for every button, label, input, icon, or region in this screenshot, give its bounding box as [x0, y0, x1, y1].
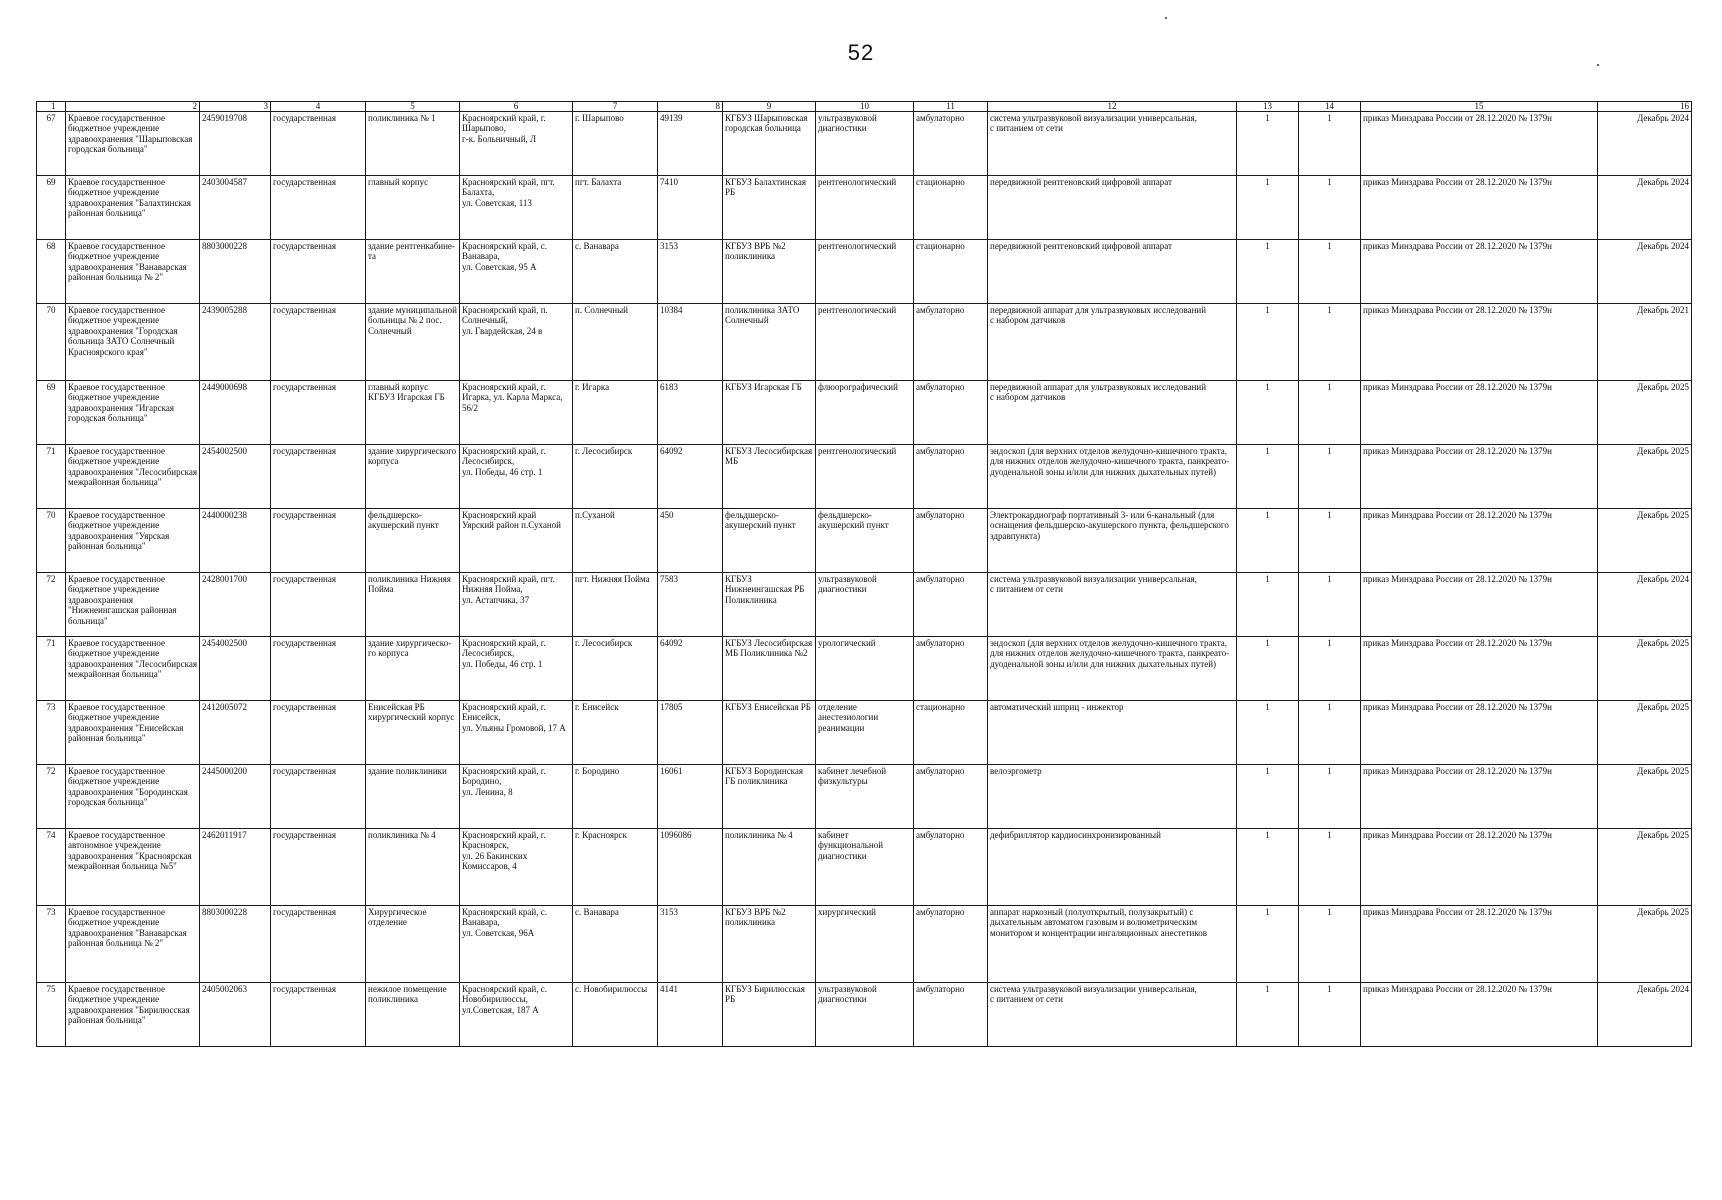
facility-name-cell: КГБУЗ Шарыповская городская больница	[723, 112, 816, 176]
table-row	[37, 829, 1692, 906]
legal-basis-cell: приказ Минздрава России от 28.12.2020 № 1379н	[1361, 240, 1598, 304]
address-cell: Красноярский край, с. Ванавара, ул. Советская, 96А	[460, 906, 573, 983]
inn-code-cell: 2454002500	[200, 445, 271, 509]
address-cell: Красноярский край, г. Бородино, ул. Ленина, 8	[460, 765, 573, 829]
facility-name-cell: КГБУЗ Балахтинская РБ	[723, 176, 816, 240]
equipment-name-cell: дефибриллятор кардиосинхронизированный	[988, 829, 1237, 906]
building-name-cell: Енисейская РБ хирургический корпус	[366, 701, 460, 765]
legal-basis-cell: приказ Минздрава России от 28.12.2020 № 1379н	[1361, 829, 1598, 906]
care-mode-cell: амбулаторно	[914, 381, 988, 445]
quantity-planned-cell: 1	[1237, 445, 1299, 509]
ownership-form-cell: государственная	[271, 240, 366, 304]
care-mode-cell: амбулаторно	[914, 983, 988, 1047]
delivery-date-cell: Декабрь 2024	[1598, 112, 1692, 176]
table-row	[37, 983, 1692, 1047]
address-cell: Красноярский край, г. Лесосибирск, ул. Победы, 46 стр. 1	[460, 445, 573, 509]
department-cell: ультразвуковой диагностики	[816, 112, 914, 176]
ownership-form-cell: государственная	[271, 701, 366, 765]
quantity-delivered-cell: 1	[1299, 240, 1361, 304]
row-number-cell: 68	[37, 240, 66, 304]
delivery-date-cell: Декабрь 2021	[1598, 304, 1692, 381]
care-mode-cell: амбулаторно	[914, 765, 988, 829]
organization-name-cell: Краевое государственное бюджетное учреждение здравоохранения "Лесосибирская межрайонная больница"	[66, 637, 200, 701]
care-mode-cell: амбулаторно	[914, 906, 988, 983]
quantity-planned-cell: 1	[1237, 765, 1299, 829]
address-cell: Красноярский край, пгт. Нижняя Пойма, ул. Астапчика, 37	[460, 573, 573, 637]
address-cell: Красноярский край Уярский район п.Суханой	[460, 509, 573, 573]
equipment-name-cell: автоматический шприц - инжектор	[988, 701, 1237, 765]
building-name-cell: Хирургическое отделение	[366, 906, 460, 983]
column-number: 14	[1299, 102, 1361, 112]
legal-basis-cell: приказ Минздрава России от 28.12.2020 № 1379н	[1361, 112, 1598, 176]
inn-code-cell: 2405002063	[200, 983, 271, 1047]
settlement-cell: г. Лесосибирск	[573, 637, 658, 701]
facility-name-cell: КГБУЗ Бирилюсская РБ	[723, 983, 816, 1047]
building-name-cell: поликлиника № 1	[366, 112, 460, 176]
department-cell: ультразвуковой диагностики	[816, 573, 914, 637]
delivery-date-cell: Декабрь 2024	[1598, 573, 1692, 637]
scan-speck	[1597, 64, 1599, 66]
row-number-cell: 71	[37, 445, 66, 509]
building-name-cell: поликлиника № 4	[366, 829, 460, 906]
department-cell: урологический	[816, 637, 914, 701]
ownership-form-cell: государственная	[271, 983, 366, 1047]
building-name-cell: главный корпус	[366, 176, 460, 240]
row-number-cell: 70	[37, 509, 66, 573]
organization-name-cell: Краевое государственное бюджетное учреждение здравоохранения "Бирилюсская районная больница"	[66, 983, 200, 1047]
quantity-planned-cell: 1	[1237, 381, 1299, 445]
care-mode-cell: стационарно	[914, 240, 988, 304]
care-mode-cell: стационарно	[914, 701, 988, 765]
population-cell: 64092	[658, 637, 723, 701]
inn-code-cell: 8803000228	[200, 906, 271, 983]
building-name-cell: поликлиника Нижняя Пойма	[366, 573, 460, 637]
legal-basis-cell: приказ Минздрава России от 28.12.2020 № 1379н	[1361, 381, 1598, 445]
column-number: 7	[573, 102, 658, 112]
organization-name-cell: Краевое государственное бюджетное учреждение здравоохранения "Уярская районная больница"	[66, 509, 200, 573]
inn-code-cell: 2449000698	[200, 381, 271, 445]
row-number-cell: 70	[37, 304, 66, 381]
settlement-cell: с. Ванавара	[573, 906, 658, 983]
quantity-planned-cell: 1	[1237, 304, 1299, 381]
delivery-date-cell: Декабрь 2025	[1598, 637, 1692, 701]
department-cell: фельдшерско-акушерский пункт	[816, 509, 914, 573]
legal-basis-cell: приказ Минздрава России от 28.12.2020 № 1379н	[1361, 637, 1598, 701]
inn-code-cell: 2462011917	[200, 829, 271, 906]
table-row	[37, 240, 1692, 304]
population-cell: 450	[658, 509, 723, 573]
settlement-cell: с. Новобирилюссы	[573, 983, 658, 1047]
building-name-cell: нежилое помещение поликлиника	[366, 983, 460, 1047]
building-name-cell: здание муниципальной больницы № 2 пос. Солнечный	[366, 304, 460, 381]
care-mode-cell: стационарно	[914, 176, 988, 240]
column-number: 12	[988, 102, 1237, 112]
equipment-name-cell: передвижной аппарат для ультразвуковых исследований с набором датчиков	[988, 381, 1237, 445]
population-cell: 7583	[658, 573, 723, 637]
column-number: 10	[816, 102, 914, 112]
care-mode-cell: амбулаторно	[914, 509, 988, 573]
column-number: 4	[271, 102, 366, 112]
legal-basis-cell: приказ Минздрава России от 28.12.2020 № 1379н	[1361, 509, 1598, 573]
equipment-name-cell: система ультразвуковой визуализации универсальная, с питанием от сети	[988, 983, 1237, 1047]
ownership-form-cell: государственная	[271, 381, 366, 445]
column-number: 8	[658, 102, 723, 112]
facility-name-cell: КГБУЗ Бородинская ГБ поликлиника	[723, 765, 816, 829]
organization-name-cell: Краевое государственное бюджетное учреждение здравоохранения "Городская больница ЗАТО Солнечный Красноярского края"	[66, 304, 200, 381]
inn-code-cell: 2459019708	[200, 112, 271, 176]
ownership-form-cell: государственная	[271, 637, 366, 701]
delivery-date-cell: Декабрь 2025	[1598, 829, 1692, 906]
care-mode-cell: амбулаторно	[914, 112, 988, 176]
quantity-delivered-cell: 1	[1299, 176, 1361, 240]
inn-code-cell: 2428001700	[200, 573, 271, 637]
column-number: 13	[1237, 102, 1299, 112]
quantity-planned-cell: 1	[1237, 983, 1299, 1047]
table-row	[37, 573, 1692, 637]
building-name-cell: фельдшерско-акушерский пункт	[366, 509, 460, 573]
row-number-cell: 71	[37, 637, 66, 701]
equipment-name-cell: эндоскоп (для верхних отделов желудочно-кишечного тракта, для нижних отделов желудочно-кишечного тракта, панкреато-дуоденальной зоны и/или для нижних дыхательных путей)	[988, 637, 1237, 701]
organization-name-cell: Краевое государственное бюджетное учреждение здравоохранения "Лесосибирская межрайонная больница"	[66, 445, 200, 509]
row-number-cell: 69	[37, 381, 66, 445]
equipment-name-cell: система ультразвуковой визуализации универсальная, с питанием от сети	[988, 112, 1237, 176]
quantity-delivered-cell: 1	[1299, 829, 1361, 906]
ownership-form-cell: государственная	[271, 765, 366, 829]
table-row	[37, 445, 1692, 509]
organization-name-cell: Краевое государственное бюджетное учреждение здравоохранения "Нижнеингашская районная больница"	[66, 573, 200, 637]
population-cell: 7410	[658, 176, 723, 240]
organization-name-cell: Краевое государственное бюджетное учреждение здравоохранения "Ванаварская районная больница № 2"	[66, 906, 200, 983]
population-cell: 3153	[658, 906, 723, 983]
delivery-date-cell: Декабрь 2025	[1598, 381, 1692, 445]
population-cell: 1096086	[658, 829, 723, 906]
organization-name-cell: Краевое государственное бюджетное учреждение здравоохранения "Балахтинская районная больница"	[66, 176, 200, 240]
facility-name-cell: КГБУЗ Нижнеингашская РБ Поликлиника	[723, 573, 816, 637]
quantity-delivered-cell: 1	[1299, 381, 1361, 445]
inn-code-cell: 2439005288	[200, 304, 271, 381]
department-cell: флюорографический	[816, 381, 914, 445]
table-row	[37, 381, 1692, 445]
row-number-cell: 75	[37, 983, 66, 1047]
department-cell: ультразвуковой диагностики	[816, 983, 914, 1047]
row-number-cell: 73	[37, 701, 66, 765]
population-cell: 49139	[658, 112, 723, 176]
facility-name-cell: КГБУЗ Игарская ГБ	[723, 381, 816, 445]
column-number-row	[37, 102, 1692, 112]
column-number: 16	[1598, 102, 1692, 112]
facility-name-cell: КГБУЗ Лесосибирская МБ Поликлиника №2	[723, 637, 816, 701]
legal-basis-cell: приказ Минздрава России от 28.12.2020 № 1379н	[1361, 176, 1598, 240]
ownership-form-cell: государственная	[271, 509, 366, 573]
building-name-cell: здание хирургического корпуса	[366, 445, 460, 509]
population-cell: 3153	[658, 240, 723, 304]
row-number-cell: 67	[37, 112, 66, 176]
ownership-form-cell: государственная	[271, 445, 366, 509]
population-cell: 10384	[658, 304, 723, 381]
table-row	[37, 906, 1692, 983]
quantity-delivered-cell: 1	[1299, 701, 1361, 765]
legal-basis-cell: приказ Минздрава России от 28.12.2020 № 1379н	[1361, 906, 1598, 983]
address-cell: Красноярский край, г. Енисейск, ул. Ульяны Громовой, 17 А	[460, 701, 573, 765]
quantity-delivered-cell: 1	[1299, 637, 1361, 701]
care-mode-cell: амбулаторно	[914, 445, 988, 509]
delivery-date-cell: Декабрь 2025	[1598, 445, 1692, 509]
row-number-cell: 69	[37, 176, 66, 240]
department-cell: рентгенологический	[816, 445, 914, 509]
address-cell: Красноярский край, пгт. Балахта, ул. Советская, 113	[460, 176, 573, 240]
equipment-name-cell: Электрокардиограф портативный 3- или 6-канальный (для оснащения фельдшерско-акушерского пункта, фельдшерского здравпункта)	[988, 509, 1237, 573]
facility-name-cell: фельдшерско-акушерский пункт	[723, 509, 816, 573]
column-number: 11	[914, 102, 988, 112]
ownership-form-cell: государственная	[271, 112, 366, 176]
facility-name-cell: поликлиника ЗАТО Солнечный	[723, 304, 816, 381]
facility-name-cell: КГБУЗ ВРБ №2 поликлиника	[723, 240, 816, 304]
equipment-name-cell: эндоскоп (для верхних отделов желудочно-кишечного тракта, для нижних отделов желудочно-кишечного тракта, панкреато-дуоденальной зоны и/или для нижних дыхательных путей)	[988, 445, 1237, 509]
address-cell: Красноярский край, г. Игарка, ул. Карла Маркса, 56/2	[460, 381, 573, 445]
quantity-planned-cell: 1	[1237, 573, 1299, 637]
column-number: 15	[1361, 102, 1598, 112]
row-number-cell: 73	[37, 906, 66, 983]
address-cell: Красноярский край, п. Солнечный, ул. Гвардейская, 24 в	[460, 304, 573, 381]
quantity-planned-cell: 1	[1237, 240, 1299, 304]
settlement-cell: с. Ванавара	[573, 240, 658, 304]
care-mode-cell: амбулаторно	[914, 304, 988, 381]
quantity-planned-cell: 1	[1237, 112, 1299, 176]
building-name-cell: здание хирургическо-го корпуса	[366, 637, 460, 701]
ownership-form-cell: государственная	[271, 304, 366, 381]
row-number-cell: 72	[37, 573, 66, 637]
address-cell: Красноярский край, г. Лесосибирск, ул. Победы, 46 стр. 1	[460, 637, 573, 701]
legal-basis-cell: приказ Минздрава России от 28.12.2020 № 1379н	[1361, 445, 1598, 509]
department-cell: рентгенологический	[816, 304, 914, 381]
table-row	[37, 637, 1692, 701]
inn-code-cell: 2445000200	[200, 765, 271, 829]
legal-basis-cell: приказ Минздрава России от 28.12.2020 № 1379н	[1361, 983, 1598, 1047]
address-cell: Красноярский край, с. Новобирилюссы, ул.Советская, 187 А	[460, 983, 573, 1047]
equipment-name-cell: аппарат наркозный (полуоткрытый, полузакрытый) с дыхательным автоматом газовым и волюметрическим монитором и концентрации ингаляционных анестетиков	[988, 906, 1237, 983]
organization-name-cell: Краевое государственное бюджетное учреждение здравоохранения "Бородинская городская больница"	[66, 765, 200, 829]
quantity-planned-cell: 1	[1237, 906, 1299, 983]
department-cell: хирургический	[816, 906, 914, 983]
settlement-cell: г. Игарка	[573, 381, 658, 445]
settlement-cell: г. Енисейск	[573, 701, 658, 765]
inn-code-cell: 2412005072	[200, 701, 271, 765]
delivery-date-cell: Декабрь 2025	[1598, 509, 1692, 573]
settlement-cell: пгт. Балахта	[573, 176, 658, 240]
care-mode-cell: амбулаторно	[914, 573, 988, 637]
row-number-cell: 74	[37, 829, 66, 906]
address-cell: Красноярский край, г. Шарыпово, г-к. Больничный, Л	[460, 112, 573, 176]
table-row	[37, 176, 1692, 240]
facility-name-cell: КГБУЗ ВРБ №2 поликлиника	[723, 906, 816, 983]
population-cell: 6183	[658, 381, 723, 445]
delivery-date-cell: Декабрь 2025	[1598, 906, 1692, 983]
delivery-date-cell: Декабрь 2024	[1598, 983, 1692, 1047]
settlement-cell: г. Шарыпово	[573, 112, 658, 176]
legal-basis-cell: приказ Минздрава России от 28.12.2020 № 1379н	[1361, 765, 1598, 829]
organization-name-cell: Краевое государственное бюджетное учреждение здравоохранения "Енисейская районная больница"	[66, 701, 200, 765]
settlement-cell: г. Бородино	[573, 765, 658, 829]
quantity-delivered-cell: 1	[1299, 304, 1361, 381]
quantity-planned-cell: 1	[1237, 701, 1299, 765]
department-cell: кабинет лечебной физкультуры	[816, 765, 914, 829]
delivery-date-cell: Декабрь 2025	[1598, 765, 1692, 829]
column-number: 9	[723, 102, 816, 112]
legal-basis-cell: приказ Минздрава России от 28.12.2020 № 1379н	[1361, 573, 1598, 637]
department-cell: рентгенологический	[816, 240, 914, 304]
department-cell: рентгенологический	[816, 176, 914, 240]
inn-code-cell: 2454002500	[200, 637, 271, 701]
population-cell: 4141	[658, 983, 723, 1047]
legal-basis-cell: приказ Минздрава России от 28.12.2020 № 1379н	[1361, 304, 1598, 381]
address-cell: Красноярский край, г. Красноярск, ул. 26 Бакинских Комиссаров, 4	[460, 829, 573, 906]
quantity-planned-cell: 1	[1237, 176, 1299, 240]
ownership-form-cell: государственная	[271, 573, 366, 637]
equipment-name-cell: велоэргометр	[988, 765, 1237, 829]
quantity-planned-cell: 1	[1237, 637, 1299, 701]
settlement-cell: п. Солнечный	[573, 304, 658, 381]
equipment-name-cell: система ультразвуковой визуализации универсальная, с питанием от сети	[988, 573, 1237, 637]
building-name-cell: здание рентгенкабине-та	[366, 240, 460, 304]
column-number: 3	[200, 102, 271, 112]
quantity-planned-cell: 1	[1237, 829, 1299, 906]
table-row	[37, 701, 1692, 765]
address-cell: Красноярский край, с. Ванавара, ул. Советская, 95 А	[460, 240, 573, 304]
population-cell: 64092	[658, 445, 723, 509]
care-mode-cell: амбулаторно	[914, 829, 988, 906]
building-name-cell: главный корпус КГБУЗ Игарская ГБ	[366, 381, 460, 445]
building-name-cell: здание поликлиники	[366, 765, 460, 829]
column-number: 5	[366, 102, 460, 112]
facility-name-cell: КГБУЗ Енисейская РБ	[723, 701, 816, 765]
equipment-table	[36, 101, 1692, 1047]
inn-code-cell: 2403004587	[200, 176, 271, 240]
equipment-name-cell: передвижной аппарат для ультразвуковых исследований с набором датчиков	[988, 304, 1237, 381]
settlement-cell: г. Лесосибирск	[573, 445, 658, 509]
table-row	[37, 112, 1692, 176]
facility-name-cell: поликлиника № 4	[723, 829, 816, 906]
column-number: 2	[66, 102, 200, 112]
quantity-delivered-cell: 1	[1299, 445, 1361, 509]
table-row	[37, 304, 1692, 381]
delivery-date-cell: Декабрь 2024	[1598, 176, 1692, 240]
population-cell: 16061	[658, 765, 723, 829]
table-row	[37, 765, 1692, 829]
page-number: 52	[847, 40, 875, 65]
organization-name-cell: Краевое государственное бюджетное учреждение здравоохранения "Шарыповская городская больница"	[66, 112, 200, 176]
quantity-delivered-cell: 1	[1299, 573, 1361, 637]
delivery-date-cell: Декабрь 2025	[1598, 701, 1692, 765]
column-number: 6	[460, 102, 573, 112]
settlement-cell: пгт. Нижняя Пойма	[573, 573, 658, 637]
delivery-date-cell: Декабрь 2024	[1598, 240, 1692, 304]
facility-name-cell: КГБУЗ Лесосибирская МБ	[723, 445, 816, 509]
legal-basis-cell: приказ Минздрава России от 28.12.2020 № 1379н	[1361, 701, 1598, 765]
equipment-name-cell: передвижной рентгеновский цифровой аппарат	[988, 176, 1237, 240]
inn-code-cell: 8803000228	[200, 240, 271, 304]
department-cell: кабинет функциональной диагностики	[816, 829, 914, 906]
quantity-delivered-cell: 1	[1299, 983, 1361, 1047]
equipment-name-cell: передвижной рентгеновский цифровой аппарат	[988, 240, 1237, 304]
care-mode-cell: амбулаторно	[914, 637, 988, 701]
table-row	[37, 509, 1692, 573]
scan-speck	[1165, 17, 1167, 19]
department-cell: отделение анестезиологии реанимации	[816, 701, 914, 765]
column-number: 1	[37, 102, 66, 112]
quantity-planned-cell: 1	[1237, 509, 1299, 573]
organization-name-cell: Краевое государственное автономное учреждение здравоохранения "Красноярская межрайонная больница №5"	[66, 829, 200, 906]
ownership-form-cell: государственная	[271, 176, 366, 240]
population-cell: 17805	[658, 701, 723, 765]
quantity-delivered-cell: 1	[1299, 906, 1361, 983]
row-number-cell: 72	[37, 765, 66, 829]
settlement-cell: п.Суханой	[573, 509, 658, 573]
quantity-delivered-cell: 1	[1299, 112, 1361, 176]
organization-name-cell: Краевое государственное бюджетное учреждение здравоохранения "Ванаварская районная больница № 2"	[66, 240, 200, 304]
quantity-delivered-cell: 1	[1299, 765, 1361, 829]
ownership-form-cell: государственная	[271, 829, 366, 906]
organization-name-cell: Краевое государственное бюджетное учреждение здравоохранения "Игарская городская больница"	[66, 381, 200, 445]
inn-code-cell: 2440000238	[200, 509, 271, 573]
ownership-form-cell: государственная	[271, 906, 366, 983]
quantity-delivered-cell: 1	[1299, 509, 1361, 573]
settlement-cell: г. Красноярск	[573, 829, 658, 906]
